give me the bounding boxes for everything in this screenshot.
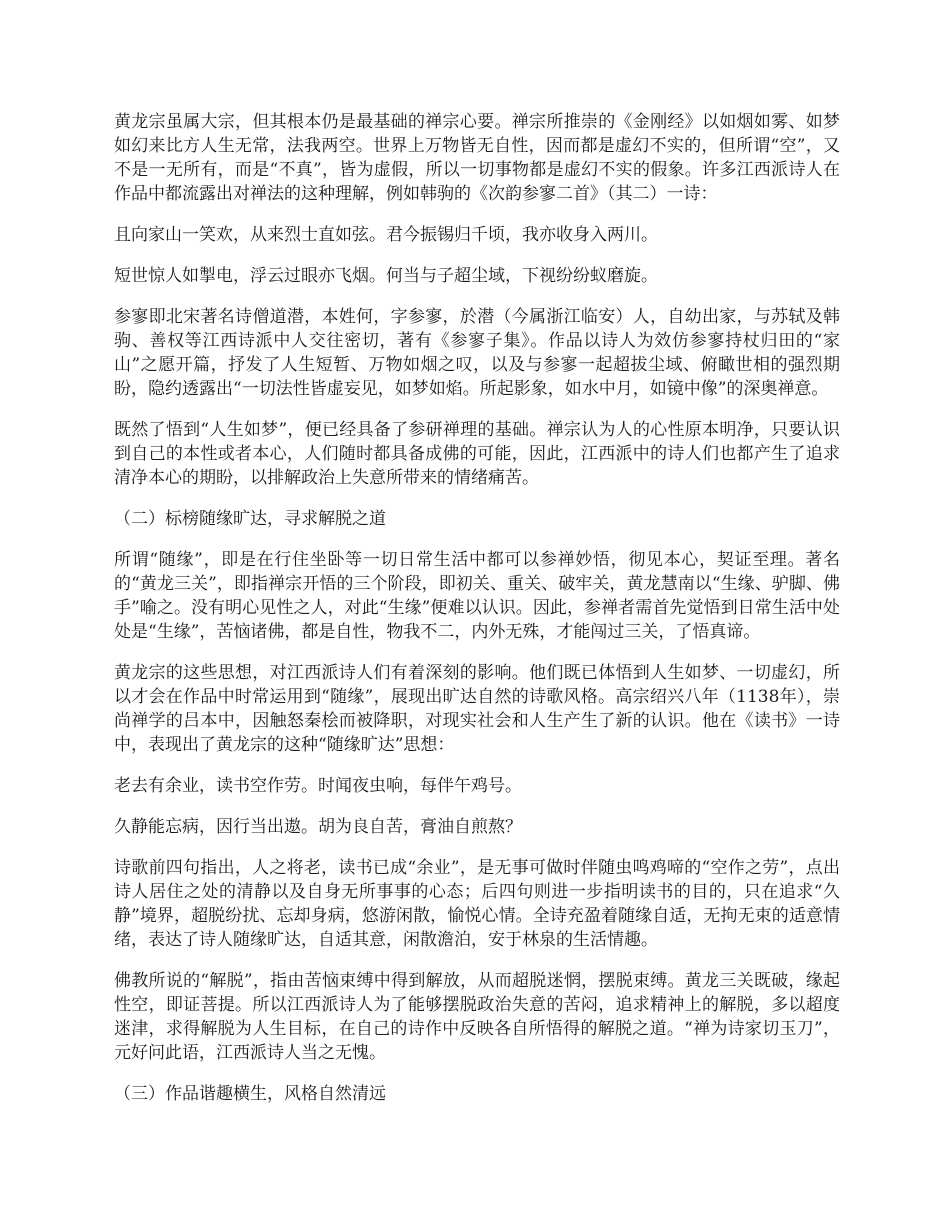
section-heading: （三）作品谐趣横生，风格自然清远	[114, 1084, 386, 1104]
paragraph: 佛教所说的“解脱”，指由苦恼束缚中得到解放，从而超脱迷惘，摆脱束缚。黄龙三关既破，缘起性空，即证菩提。所以江西派诗人为了能够摆脱政治失意的苦闷，追求精神上的解脱，多以超度迷津，求得解脱为人生目标，在自己的诗作中反映各自所悟得的解脱之道。“禅为诗家切玉刀”，元好问此语，江西派诗人当之无愧。	[114, 971, 840, 1063]
paragraph: 诗歌前四句指出，人之将老，读书已成“余业”，是无事可做时伴随虫鸣鸡啼的“空作之劳”，点出诗人居住之处的清静以及自身无所事事的心态；后四句则进一步指明读书的目的，只在追求“久静”境界，超脱纷扰、忘却身病，悠游闲散，愉悦心情。全诗充盈着随缘自适，无拘无束的适意情绪，表达了诗人随缘旷达，自适其意，闲散澹泊，安于林泉的生活情趣。	[114, 858, 840, 950]
paragraph: 所谓“随缘”，即是在行住坐卧等一切日常生活中都可以参禅妙悟，彻见本心，契证至理。著名的“黄龙三关”，即指禅宗开悟的三个阶段，即初关、重关、破牢关，黄龙慧南以“生缘、驴脚、佛手”喻之。没有明心见性之人，对此“生缘”便难以认识。因此，参禅者需首先觉悟到日常生活中处处是“生缘”，苦恼诸佛，都是自性，物我不二，内外无殊，才能闯过三关，了悟真谛。	[114, 550, 840, 642]
poem-line: 久静能忘病，因行当出遨。胡为良自苦，膏油自煎熬？	[114, 817, 522, 837]
section-heading: （二）标榜随缘旷达，寻求解脱之道	[114, 509, 386, 529]
paragraph: 参寥即北宋著名诗僧道潜，本姓何，字参寥，於潜（今属浙江临安）人，自幼出家，与苏轼及韩驹、善权等江西诗派中人交往密切，著有《参寥子集》。作品以诗人为效仿参寥持杖归田的“家山”之愿开篇，抒发了人生短暂、万物如烟之叹，以及与参寥一起超拔尘域、俯瞰世相的强烈期盼，隐约透露出“一切法性皆虚妄见，如梦如焰。所起影象，如水中月，如镜中像”的深奥禅意。	[114, 307, 840, 399]
document-body	[114, 110, 840, 1123]
paragraph: 既然了悟到“人生如梦”，便已经具备了参研禅理的基础。禅宗认为人的心性原本明净，只要认识到自己的本性或者本心，人们随时都具备成佛的可能，因此，江西派中的诗人们也都产生了追求清净本心的期盼，以排解政治上失意所带来的情绪痛苦。	[114, 420, 840, 488]
poem-line: 且向家山一笑欢，从来烈士直如弦。君今振锡归千顷，我亦收身入两川。	[114, 225, 658, 245]
poem-line: 老去有余业，读书空作劳。时闻夜虫响，每伴午鸡号。	[114, 776, 522, 796]
paragraph-intro: 黄龙宗虽属大宗，但其根本仍是最基础的禅宗心要。禅宗所推崇的《金刚经》以如烟如雾、如梦如幻来比方人生无常，法我两空。世界上万物皆无自性，因而都是虚幻不实的，但所谓“空”，又不是一无所有，而是“不真”，皆为虚假，所以一切事物都是虚幻不实的假象。许多江西派诗人在作品中都流露出对禅法的这种理解，例如韩驹的《次韵参寥二首》（其二）一诗：	[114, 112, 840, 204]
poem-line: 短世惊人如掣电，浮云过眼亦飞烟。何当与子超尘域，下视纷纷蚁磨旋。	[114, 266, 658, 286]
paragraph: 黄龙宗的这些思想，对江西派诗人们有着深刻的影响。他们既已体悟到人生如梦、一切虚幻，所以才会在作品中时常运用到“随缘”，展现出旷达自然的诗歌风格。高宗绍兴八年（1138年），崇尚禅学的吕本中，因触怒秦桧而被降职，对现实社会和人生产生了新的认识。他在《读书》一诗中，表现出了黄龙宗的这种“随缘旷达”思想：	[114, 663, 840, 755]
